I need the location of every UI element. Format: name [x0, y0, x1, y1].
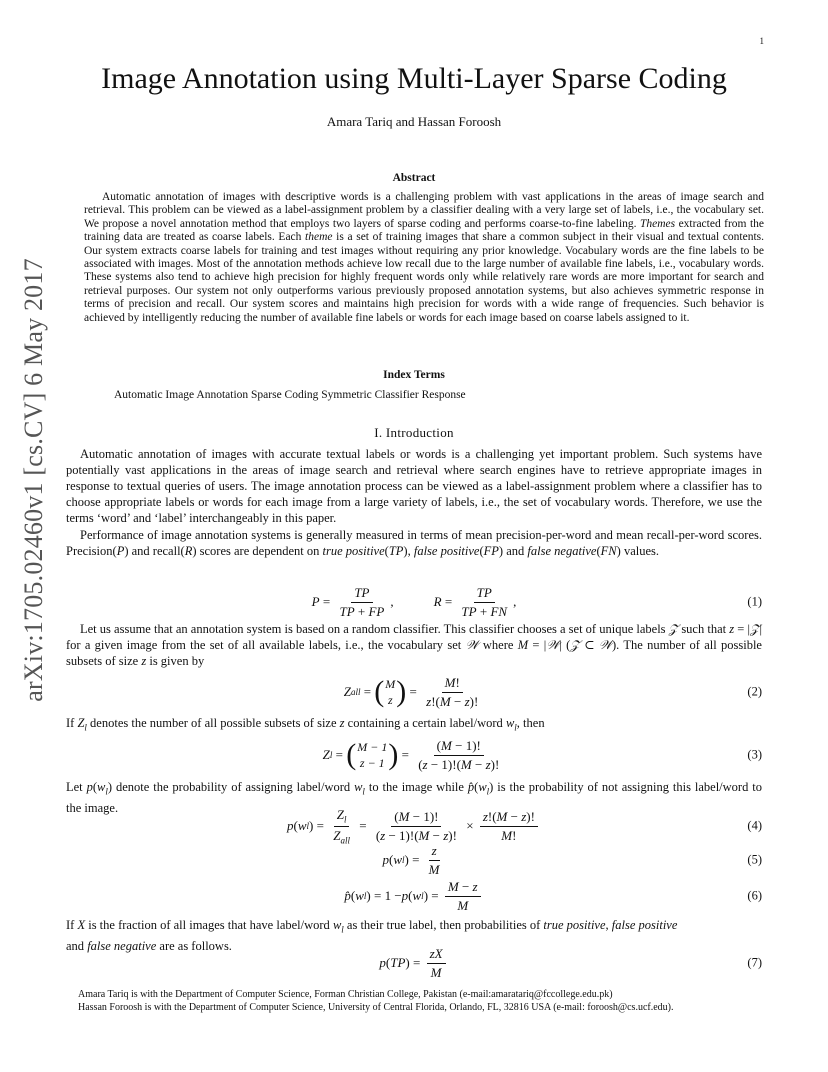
- index-terms-heading: Index Terms: [383, 369, 445, 381]
- equation-number: (6): [747, 888, 762, 903]
- equation-number: (3): [747, 747, 762, 762]
- footnote-2: Hassan Foroosh is with the Department of Computer Science, University of Central Florida, Orlando, FL, 32816 USA (e-mail: foroosh@cs.ucf.edu).: [78, 1002, 674, 1013]
- equation-number: (7): [747, 955, 762, 970]
- equation-3: Z l = ( M − 1 z − 1 ) = $\frac{(M - 1)!}{(z - 1)!(M - z)!}$ (3): [322, 737, 762, 772]
- paper-title: Image Annotation using Multi-Layer Sparse Coding: [101, 62, 727, 95]
- arxiv-stamp: [14, 258, 54, 702]
- equation-number: (4): [747, 818, 762, 833]
- section-heading: I. Introduction: [374, 425, 454, 440]
- paragraph-4: If $Z_l$ denotes the number of all possible subsets of size z containing a certain label/word $w_l$, then: [66, 716, 545, 733]
- equation-4: p ( w l ) = $\frac{Z_l}{Z_{all}}$ = $\frac{(M - 1)!}{(z - 1)!(M - z)!}$ × $\frac{z!(M - z)!}{M!}$ (4): [287, 806, 762, 846]
- equation-number: (2): [747, 684, 762, 699]
- footnote-1: Amara Tariq is with the Department of Computer Science, Forman Christian College, Pakistan (e-mail:amaratariq@fccollege.edu.pk): [78, 989, 613, 1000]
- paragraph-5: Let $p(w_l)$ denote the probability of assigning label/word $w_l$ to the image while $p̂(w_l)$ is the probability of not assigning this label/word to the image.: [66, 780, 762, 815]
- abstract-heading: Abstract: [392, 172, 436, 184]
- index-terms: Automatic Image Annotation Sparse Coding Symmetric Classifier Response: [114, 389, 466, 401]
- equation-6: p̂ ( w l ) = 1 − p ( w l ) = $\frac{M - z}{M}$ (6): [344, 878, 762, 913]
- author-list: Amara Tariq and Hassan Foroosh: [326, 114, 502, 129]
- equation-1: P = $\frac{TP}{TP + FP}$ , R = $\frac{TP}{TP + FN}$ , (1): [311, 584, 762, 619]
- paragraph-3: Let us assume that an annotation system is based on a random classifier. This classifier chooses a set of unique labels 𝒵 such that z = |𝒵| for a given image from the set of all available labels, i.e., the vocabulary set 𝒲 where M = |𝒲| (𝒵 ⊂ 𝒲). The number of all possible subsets of size z is given by: [66, 622, 762, 668]
- equation-5: p ( w l ) = $\frac{z}{M}$ (5): [382, 842, 762, 877]
- arxiv-id: arXiv:1705.02460v1 [cs.CV] 6 May 2017: [19, 258, 48, 702]
- paragraph-1: Automatic annotation of images with accurate textual labels or words is a challenging yet important problem. Such systems have potentially vast applications in the areas of image search and retrieval where search engines have to retrieve appropriate images in response to textual queries of users. The image annotation process can be viewed as a label-assignment problem where a classifier has to choose appropriate labels or words for each image from a large variety of labels, i.e., the set of vocabulary words. Therefore, we use the terms ‘word’ and ‘label’ interchangeably in this paper.: [66, 447, 762, 525]
- paragraph-2: Performance of image annotation systems is generally measured in terms of mean precision-per-word and mean recall-per-word scores. Precision(P) and recall(R) scores are dependent on true positive(TP), false positive(FP) and false negative(FN) values.: [66, 528, 762, 558]
- equation-7: p ( TP ) = $\frac{zX}{M}$ (7): [379, 945, 762, 980]
- equation-2: Z all = ( M z ) = $\frac{M!}{z!(M - z)!}$ (2): [343, 674, 762, 709]
- page-number: 1: [759, 36, 764, 46]
- abstract-body: Automatic annotation of images with descriptive words is a challenging problem with vast applications in the areas of image search and retrieval. This problem can be viewed as a label-assignment problem by a classifier dealing with a very large set of labels, i.e., the vocabulary set. We propose a novel annotation method that employs two layers of sparse coding and performs coarse-to-fine labeling. Themes extracted from the training data are treated as coarse labels. Each theme is a set of training images that share a common subject in their visual and textual contents. Our system extracts coarse labels for training and test images without requiring any prior knowledge. Vocabulary words are the fine labels to be associated with images. Most of the annotation methods achieve low recall due to the large number of available fine labels, i.e., vocabulary words. These systems also tend to achieve high precision for highly frequent words only while relatively rare words are more important for search and retrieval purposes. Our system not only outperforms various previously proposed annotation systems, but also achieves symmetric response in terms of precision and recall. Our system scores and maintains high precision for words with a wide range of frequencies. Such behavior is achieved by intelligently reducing the number of available fine labels or words for each image based on coarse labels assigned to it.: [84, 191, 764, 324]
- paragraph-6: If X is the fraction of all images that have label/word $w_l$ as their true label, then probabilities of true positive, false positive and false negative are as follows.: [66, 918, 678, 953]
- equation-number: (5): [747, 852, 762, 867]
- footnotes: [78, 988, 674, 1014]
- equation-number: (1): [747, 594, 762, 609]
